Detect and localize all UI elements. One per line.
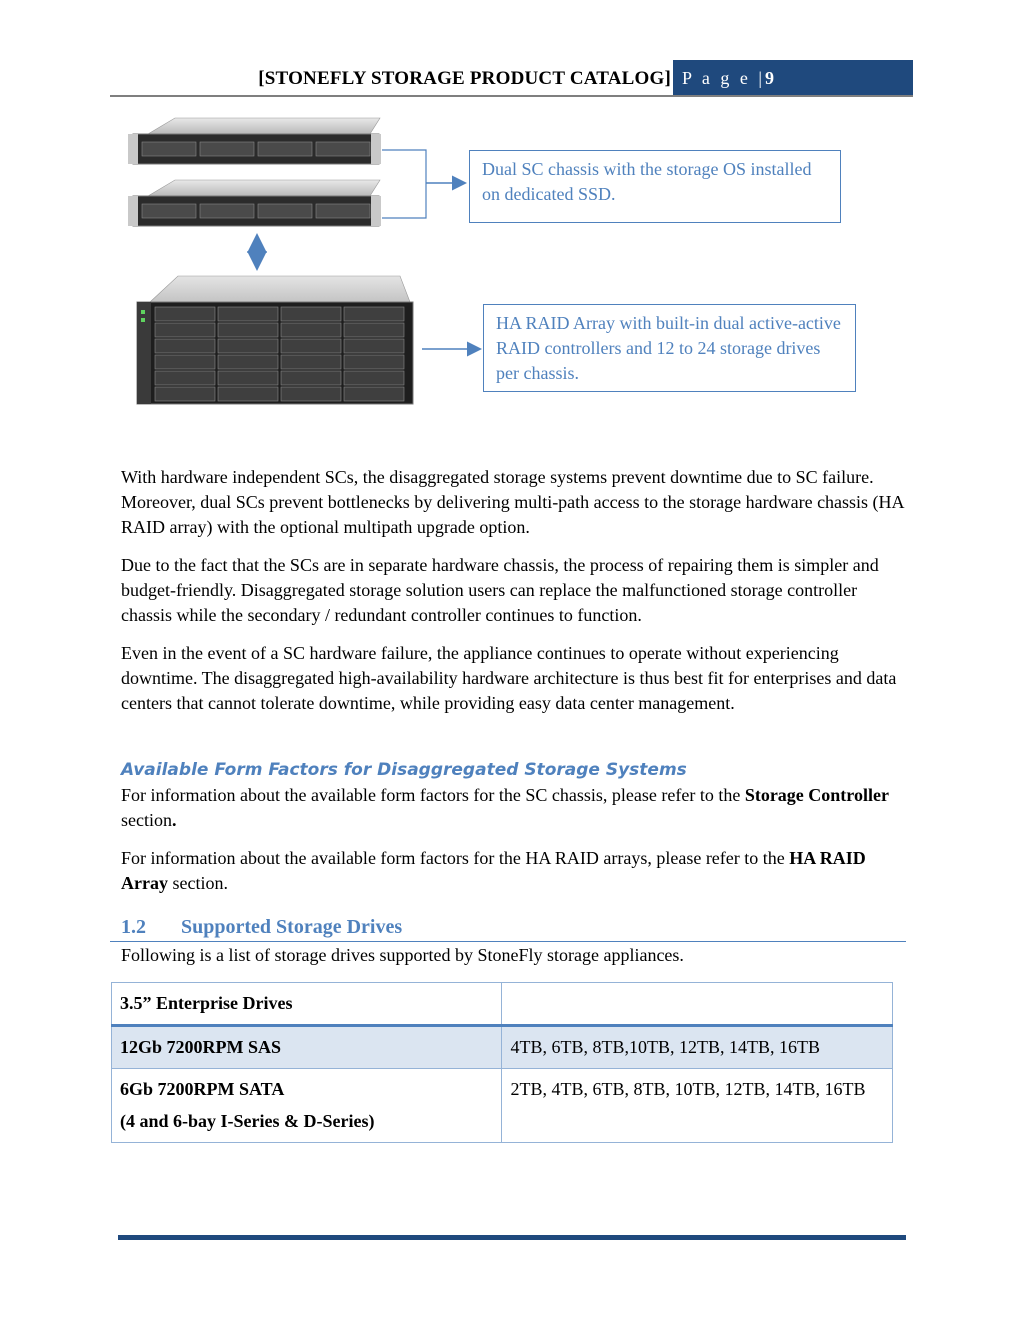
header-title: [STONEFLY STORAGE PRODUCT CATALOG] [258,68,671,89]
callout-raid-array: HA RAID Array with built-in dual active-active RAID controllers and 12 to 24 storage drives per chassis. [483,304,856,392]
table-header-cell-empty [502,983,893,1026]
drive-type-cell [112,1069,502,1143]
footer-rule [118,1235,906,1240]
paragraph-1: With hardware independent SCs, the disaggregated storage systems prevent downtime due to SC failure. Moreover, dual SCs prevent bottlenecks by delivering multi-path access to the storage hardware chassis (HA RAID array) with the optional multipath upgrade option. [121,467,904,537]
p4-text-post: section [121,810,172,830]
storage-controller-2 [128,180,381,226]
capacity-cell: 4TB, 6TB, 8TB,10TB, 12TB, 14TB, 16TB [502,1026,893,1069]
page-number: 9 [764,68,774,88]
paragraph-5 [121,846,906,896]
p5-bold: HA RAID Array [121,848,866,893]
capacity-cell: 2TB, 4TB, 6TB, 8TB, 10TB, 12TB, 14TB, 16TB [502,1069,893,1143]
paragraph-4 [121,783,906,833]
table-header-row [112,983,893,1026]
callout-connector-top [382,150,426,218]
subheading-form-factors: Available Form Factors for Disaggregated Storage Systems [121,760,687,780]
section-title: Supported Storage Drives [181,916,403,938]
drives-table [111,982,893,1143]
drive-type-cell: 12Gb 7200RPM SAS [112,1026,502,1069]
drive-type: 6Gb 7200RPM SATA [120,1079,285,1099]
p5-text: For information about the available form factors for the HA RAID arrays, please refer to the [121,848,790,868]
section-rule [110,941,906,942]
table-row [112,1069,893,1143]
page-label: P a g e [682,68,751,88]
p4-text: For information about the available form factors for the SC chassis, please refer to the [121,785,745,805]
paragraph-2: Due to the fact that the SCs are in separate hardware chassis, the process of repairing them is simpler and budget-friendly. Disaggregated storage solution users can replace the malfunctioned storage controller chassis while the secondary / redundant controller continues to function. [121,555,879,625]
paragraph-6: Following is a list of storage drives supported by StoneFly storage appliances. [121,945,684,965]
p5-text-post: section. [167,873,228,893]
table-header-cell: 3.5” Enterprise Drives [112,983,502,1026]
paragraph-3: Even in the event of a SC hardware failure, the appliance continues to operate without experiencing downtime. The disaggregated high-availability hardware architecture is thus best fit for enterprises and data centers that cannot tolerate downtime, while providing easy data center management. [121,643,897,713]
p4-bold: Storage Controller [744,785,889,805]
section-number: 1.2 [121,916,146,938]
raid-array [137,276,413,404]
section-heading [121,913,402,941]
storage-controller-1 [128,118,381,164]
p4-period: . [172,810,177,830]
table-row [112,1026,893,1069]
page-separator: | [758,68,765,88]
callout-controllers: Dual SC chassis with the storage OS installed on dedicated SSD. [469,150,841,223]
drive-note: (4 and 6-bay I-Series & D-Series) [120,1111,375,1131]
